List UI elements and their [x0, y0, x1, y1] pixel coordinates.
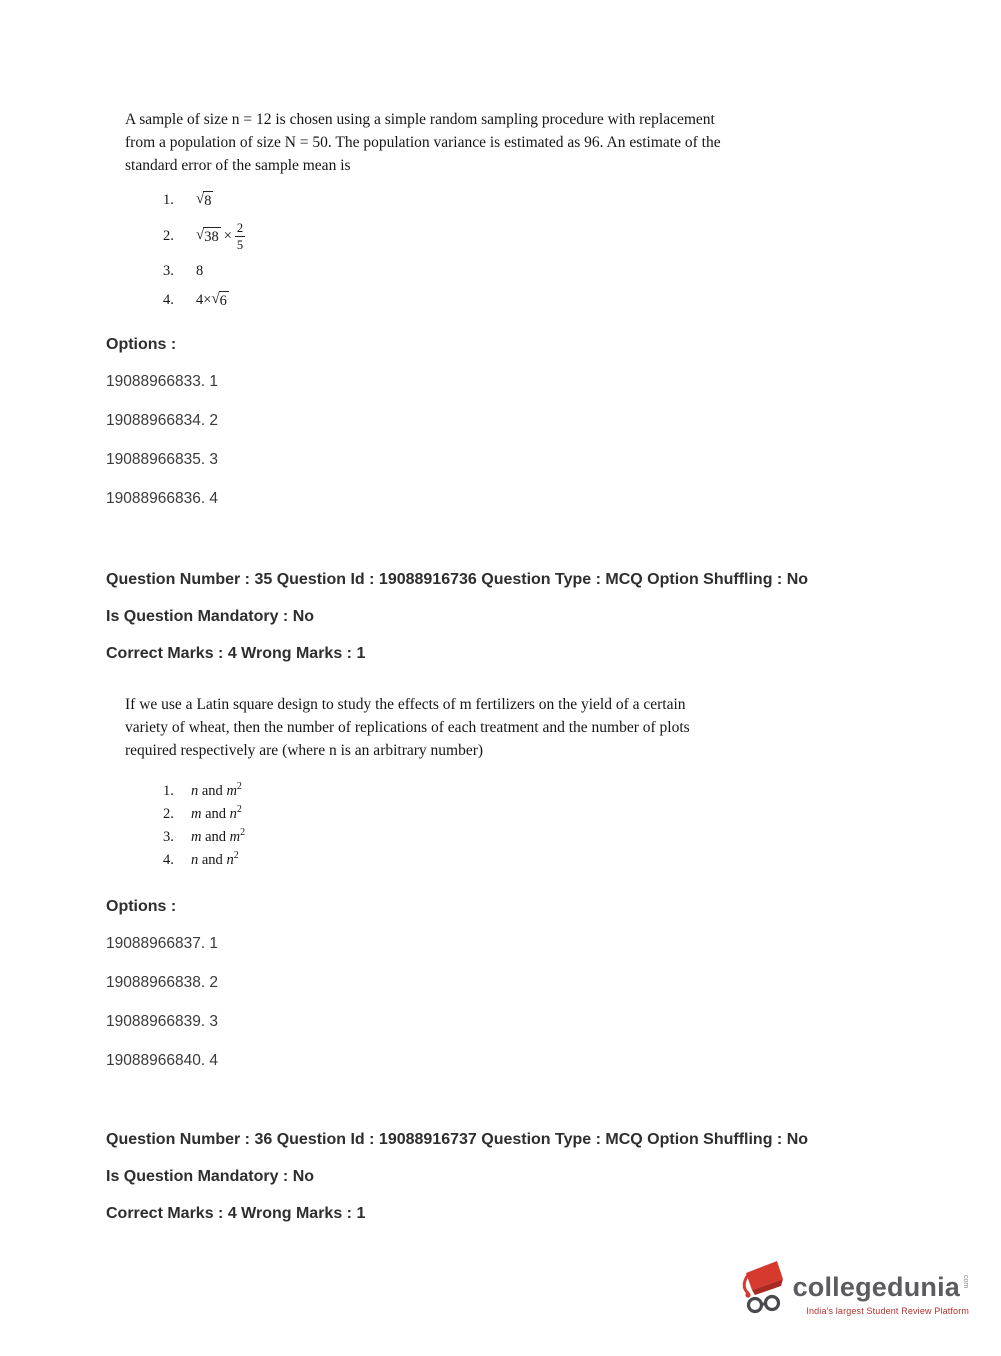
times-sign: ×: [223, 228, 232, 245]
question-meta: [106, 571, 931, 663]
radical-icon: √: [196, 191, 205, 207]
fraction: [235, 221, 245, 253]
choice-item: [163, 849, 931, 872]
question-meta-line: Question Number : 35 Question Id : 19088916736 Question Type : MCQ Option Shuffling : No: [106, 571, 809, 589]
choice-text: [191, 849, 239, 872]
radical-icon: √: [211, 291, 220, 308]
question-meta-line: Correct Marks : 4 Wrong Marks : 1: [106, 1205, 366, 1223]
math-variable: m: [191, 806, 202, 823]
choice-item: [163, 263, 931, 280]
fraction-denominator: 5: [236, 238, 244, 253]
options-label: Options :: [106, 898, 177, 916]
option-row: 19088966833. 1: [106, 373, 219, 391]
question-body: [125, 693, 931, 762]
question-body-line: required respectively are (where n is an arbitrary number): [125, 742, 484, 760]
choice-list: [163, 780, 931, 872]
question-body-line: A sample of size n = 12 is chosen using a simple random sampling procedure with replacement: [125, 111, 715, 128]
question-34-block: [106, 108, 931, 507]
conjunction: and: [201, 829, 230, 846]
choice-text: [191, 826, 245, 849]
choice-number: 4.: [163, 292, 174, 309]
question-body-line: If we use a Latin square design to study the effects of m fertilizers on the yield of a certain: [125, 696, 686, 714]
radicand: 6: [219, 293, 227, 310]
option-row: 19088966840. 4: [106, 1052, 219, 1070]
sqrt-expression: [196, 227, 221, 246]
brand-tagline: India's largest Student Review Platform: [806, 1306, 969, 1316]
choice-prefix: 4×: [196, 292, 212, 309]
superscript: 2: [236, 781, 242, 793]
question-body-line: from a population of size N = 50. The population variance is estimated as 96. An estimate of the: [125, 134, 721, 151]
math-variable: n: [229, 806, 237, 823]
sqrt-expression: [211, 291, 228, 310]
choice-text: [191, 803, 242, 826]
question-body-line: standard error of the sample mean is: [125, 157, 351, 174]
choice-item: [163, 803, 931, 826]
math-variable: m: [226, 783, 237, 800]
option-row: 19088966838. 2: [106, 974, 219, 992]
choice-text: [191, 780, 242, 803]
question-meta-line: Question Number : 36 Question Id : 19088916737 Question Type : MCQ Option Shuffling : No: [106, 1131, 809, 1149]
fraction-numerator: 2: [235, 221, 245, 237]
choice-number: 4.: [163, 852, 174, 869]
option-row: 19088966836. 4: [106, 490, 219, 508]
choice-number: 1.: [163, 191, 174, 208]
math-variable: m: [229, 829, 241, 846]
question-body-line: variety of wheat, then the number of replications of each treatment and the number of plots: [125, 719, 690, 737]
question-meta-line: Is Question Mandatory : No: [106, 608, 315, 626]
math-variable: m: [191, 829, 202, 846]
collegedunia-logo: [739, 1260, 969, 1316]
brand-row: [793, 1272, 969, 1302]
options-label: Options :: [106, 336, 177, 354]
superscript: 2: [240, 827, 246, 839]
question-meta-line: Correct Marks : 4 Wrong Marks : 1: [106, 645, 366, 663]
brand-name: collegedunia: [792, 1272, 960, 1302]
logo-text: [793, 1272, 969, 1316]
question-35-block: [106, 571, 931, 1069]
choice-number: 1.: [163, 783, 174, 800]
options-list: [106, 374, 931, 507]
conjunction: and: [198, 852, 227, 869]
option-row: 19088966834. 2: [106, 412, 219, 430]
radicand: 38: [204, 229, 219, 246]
option-row: 19088966835. 3: [106, 451, 219, 469]
choice-list: [163, 191, 931, 310]
question-meta-line: Is Question Mandatory : No: [106, 1168, 315, 1186]
conjunction: and: [198, 783, 227, 800]
question-36-block: [106, 1131, 931, 1223]
option-row: 19088966837. 1: [106, 935, 219, 953]
superscript: 2: [236, 804, 242, 816]
conjunction: and: [201, 806, 230, 823]
choice-number: 2.: [163, 228, 174, 245]
sqrt-expression: [196, 191, 213, 210]
collegedunia-mascot-icon: [739, 1260, 785, 1316]
question-meta: [106, 1131, 931, 1223]
choice-text: 8: [196, 263, 204, 280]
superscript: 2: [233, 850, 239, 862]
question-body: [125, 108, 931, 177]
math-variable: n: [226, 852, 234, 869]
radical-icon: √: [196, 227, 205, 244]
choice-number: 3.: [163, 263, 174, 280]
options-list: [106, 936, 931, 1069]
option-row: 19088966839. 3: [106, 1013, 219, 1031]
brand-suffix: com: [962, 1275, 969, 1289]
radicand: 8: [204, 193, 212, 209]
choice-item: [163, 826, 931, 849]
choice-number: 3.: [163, 829, 174, 846]
choice-item: [163, 291, 931, 310]
choice-item: [163, 780, 931, 803]
choice-item: [163, 191, 931, 210]
math-variable: n: [191, 783, 199, 800]
math-variable: n: [191, 852, 199, 869]
choice-item: [163, 221, 931, 253]
choice-number: 2.: [163, 806, 174, 823]
